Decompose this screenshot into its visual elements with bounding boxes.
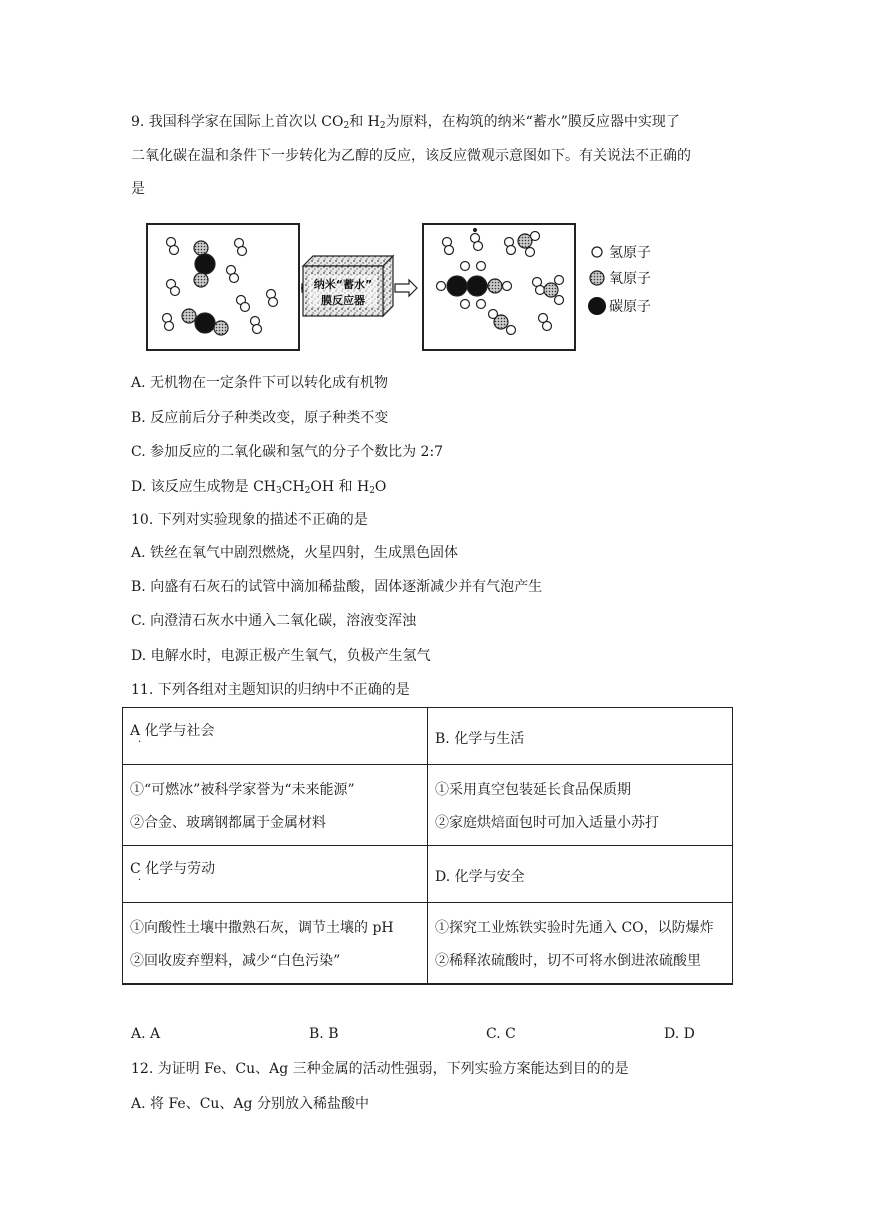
q9-text: OH 和 H xyxy=(310,479,370,495)
q9-option-d xyxy=(131,477,386,497)
q9-text: CH xyxy=(281,479,305,495)
legend-hydrogen: 氢原子 xyxy=(609,245,651,261)
group-title: A 化学与社会 xyxy=(130,723,215,739)
subscript: 2 xyxy=(304,486,311,496)
emphasis-dot: · xyxy=(138,875,142,886)
group-title: B. 化学与生活 xyxy=(435,731,525,747)
carbon-atom-icon xyxy=(588,297,606,315)
q9-text: O xyxy=(374,479,387,495)
arrow-icon xyxy=(395,280,417,296)
q10-option-c: C. 向澄清石灰水中通入二氧化碳，溶液变浑浊 xyxy=(131,613,417,629)
q11-answer-a: A. A xyxy=(131,1026,161,1042)
q10-option-a: A. 铁丝在氧气中剧烈燃烧，火星四射，生成黑色固体 xyxy=(131,545,459,561)
legend-carbon: 碳原子 xyxy=(609,299,651,315)
cell-c-body xyxy=(123,903,428,985)
q11-stem: 11. 下列各组对主题知识的归纳中不正确的是 xyxy=(131,682,410,698)
statement: ②家庭烘焙面包时可加入适量小苏打 xyxy=(435,815,659,831)
cell-c-title xyxy=(123,846,428,903)
statement: ①采用真空包装延长食品保质期 xyxy=(435,782,631,798)
q9-stem-line1 xyxy=(131,112,680,132)
subscript: 2 xyxy=(343,121,350,131)
reaction-diagram xyxy=(131,218,691,358)
q11-answer-d: D. D xyxy=(664,1026,695,1042)
cell-a-title xyxy=(123,708,428,765)
q10-stem: 10. 下列对实验现象的描述不正确的是 xyxy=(131,512,368,528)
hydrogen-atom-icon xyxy=(592,247,602,257)
q9-option-c: C. 参加反应的二氧化碳和氢气的分子个数比为 2:7 xyxy=(131,444,444,460)
q12-option-a: A. 将 Fe、Cu、Ag 分别放入稀盐酸中 xyxy=(131,1096,369,1112)
cell-d-body xyxy=(428,903,733,985)
q9-stem-line3: 是 xyxy=(131,181,145,197)
q11-answer-c: C. C xyxy=(486,1026,516,1042)
subscript: 2 xyxy=(369,486,375,496)
q9-stem-line2: 二氧化碳在温和条件下一步转化为乙醇的反应，该反应微观示意图如下。有关说法不正确的 xyxy=(131,148,691,164)
statement: ②合金、玻璃钢都属于金属材料 xyxy=(130,815,326,831)
reactor-label: 纳米“蓄水” xyxy=(313,278,373,291)
subscript: 2 xyxy=(379,121,386,131)
oxygen-atom-icon xyxy=(590,271,604,285)
q9-text: 9. 我国科学家在国际上首次以 CO xyxy=(131,114,344,130)
subscript: 3 xyxy=(276,486,282,496)
reactor-label: 膜反应器 xyxy=(321,294,365,307)
cell-b-body xyxy=(428,765,733,846)
q11-answer-b: B. B xyxy=(309,1026,339,1042)
q9-text: 为原料，在构筑的纳米“蓄水”膜反应器中实现了 xyxy=(385,114,680,130)
reactor-block xyxy=(303,256,393,316)
knowledge-table xyxy=(122,707,733,985)
q10-option-b: B. 向盛有石灰石的试管中滴加稀盐酸，固体逐渐减少并有气泡产生 xyxy=(131,579,543,595)
legend xyxy=(588,245,651,315)
q10-option-d: D. 电解水时，电源正极产生氧气，负极产生氢气 xyxy=(131,648,431,664)
statement: ②稀释浓硫酸时，切不可将水倒进浓硫酸里 xyxy=(435,953,701,969)
legend-oxygen: 氧原子 xyxy=(609,271,651,287)
q9-text: 和 H xyxy=(349,114,380,130)
statement: ①“可燃冰”被科学家誉为“未来能源” xyxy=(130,782,355,798)
statement: ①向酸性土壤中撒熟石灰，调节土壤的 pH xyxy=(130,920,394,936)
statement: ①探究工业炼铁实验时先通入 CO，以防爆炸 xyxy=(435,920,714,936)
statement: ②回收废弃塑料，减少“白色污染” xyxy=(130,953,341,969)
q12-stem: 12. 为证明 Fe、Cu、Ag 三种金属的活动性强弱，下列实验方案能达到目的的是 xyxy=(131,1061,629,1077)
cell-a-body xyxy=(123,765,428,846)
group-title: C 化学与劳动 xyxy=(130,861,216,877)
group-title: D. 化学与安全 xyxy=(435,869,525,885)
cell-b-title xyxy=(428,708,733,765)
q9-option-a: A. 无机物在一定条件下可以转化成有机物 xyxy=(131,375,389,391)
emphasis-dot: · xyxy=(138,737,142,748)
q9-option-b: B. 反应前后分子种类改变，原子种类不变 xyxy=(131,410,389,426)
q9-text: D. 该反应生成物是 CH xyxy=(131,479,276,495)
cell-d-title xyxy=(428,846,733,903)
